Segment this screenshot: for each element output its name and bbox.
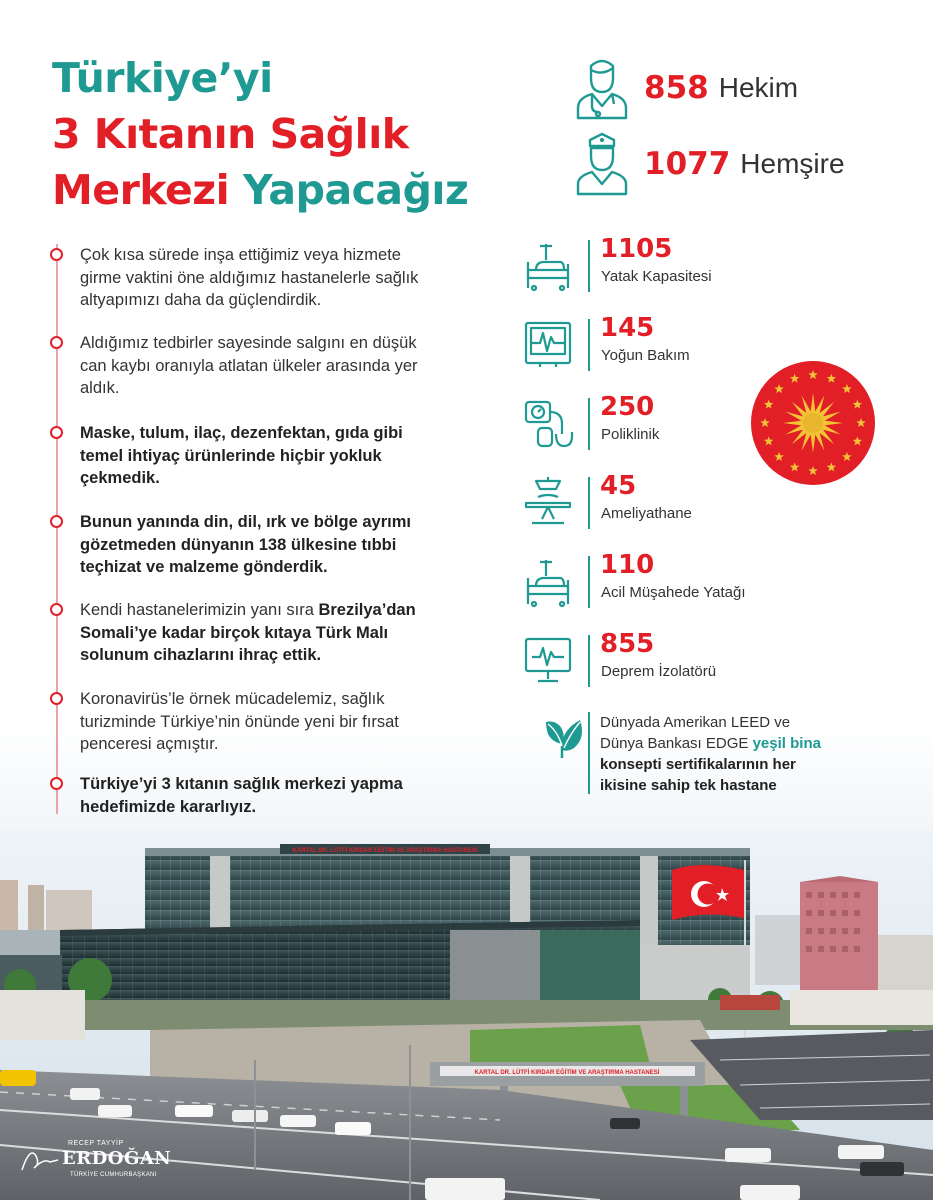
stat-divider bbox=[588, 319, 590, 371]
timeline-text bbox=[80, 688, 425, 756]
leed-divider bbox=[588, 712, 590, 794]
timeline-text bbox=[80, 599, 425, 667]
timeline-text-part: Aldığımız tedbirler sayesinde salgını en düşük can kaybı oranıyla atlatan ülkeler arasında yer aldık. bbox=[80, 334, 418, 397]
stat-nurses bbox=[574, 132, 845, 196]
facility-stat-label: Acil Müşahede Yatağı bbox=[601, 584, 746, 601]
facility-stat-label: Ameliyathane bbox=[601, 505, 692, 522]
facility-stat-label: Poliklinik bbox=[601, 426, 660, 443]
leed-line-4: ikisine sahip tek hastane bbox=[600, 777, 777, 794]
timeline-text-part: Türkiye’yi 3 kıtanın sağlık merkezi yapma hedefimizde kararlıyız. bbox=[80, 775, 403, 816]
stat-nurses-label: Hemşire bbox=[740, 148, 845, 179]
leaf-icon bbox=[540, 712, 588, 760]
stat-divider bbox=[588, 556, 590, 608]
leed-line-3: konsepti sertifikalarının her bbox=[600, 756, 796, 773]
timeline-dot bbox=[50, 336, 63, 349]
facility-stat-value: 855 bbox=[600, 629, 655, 659]
timeline-dot bbox=[50, 515, 63, 528]
timeline-text bbox=[80, 422, 425, 490]
timeline-text bbox=[80, 773, 425, 818]
timeline-dot bbox=[50, 692, 63, 705]
title-line-1: Türkiye’yi bbox=[52, 54, 273, 102]
timeline-dot bbox=[50, 426, 63, 439]
timeline-text bbox=[80, 332, 425, 400]
hospital-roof-sign: KARTAL DR. LÜTFİ KIRDAR EĞİTİM VE ARAŞTIRMA HASTANESİ bbox=[292, 848, 478, 854]
timeline-text-part: Maske, tulum, ilaç, dezenfektan, gıda gibi temel ihtiyaç ürünlerinde hiçbir yokluk çekmedik. bbox=[80, 424, 403, 487]
timeline-text-part: Çok kısa sürede inşa ettiğimiz veya hizmete girme vaktini öne aldığımız hastanelerle sağlık altyapımızı daha da güçlendirdik. bbox=[80, 246, 419, 309]
leed-line-2: Dünya Bankası EDGE bbox=[600, 735, 753, 752]
operating-table-icon bbox=[522, 477, 574, 529]
hospital-gate-sign: KARTAL DR. LÜTFİ KIRDAR EĞİTİM VE ARAŞTIRMA HASTANESİ bbox=[474, 1070, 660, 1076]
facility-stat-value: 1105 bbox=[600, 234, 673, 264]
hospital-bed-icon bbox=[522, 240, 574, 292]
stat-doctors-label: Hekim bbox=[718, 72, 799, 103]
signature-logo bbox=[20, 1140, 172, 1190]
stat-doctors-value: 858 bbox=[644, 70, 709, 106]
facility-stat-value: 145 bbox=[600, 313, 655, 343]
timeline-text bbox=[80, 244, 425, 312]
timeline-text-part: Koronavirüs’le örnek mücadelemiz, sağlık turizminde Türkiye’nin önünde yeni bir fırsat penceresi açmıştır. bbox=[80, 690, 399, 753]
timeline-dot bbox=[50, 777, 63, 790]
title-line-3-teal: Yapacağız bbox=[243, 166, 469, 214]
hospital-bed-icon bbox=[522, 556, 574, 608]
monitor-icon bbox=[522, 635, 574, 687]
timeline-dot bbox=[50, 603, 63, 616]
doctor-icon bbox=[574, 56, 630, 120]
nurse-icon bbox=[574, 132, 630, 196]
presidential-seal-icon bbox=[750, 360, 876, 486]
facility-stat-label: Yoğun Bakım bbox=[601, 347, 690, 364]
leed-text bbox=[600, 712, 870, 796]
stat-doctors bbox=[574, 56, 798, 120]
stat-divider bbox=[588, 635, 590, 687]
facility-stat-label: Deprem İzolatörü bbox=[601, 663, 717, 680]
leed-certification bbox=[540, 712, 860, 796]
facility-stat-value: 110 bbox=[600, 550, 655, 580]
signature-title: TÜRKİYE CUMHURBAŞKANI bbox=[70, 1172, 157, 1178]
timeline-dot bbox=[50, 248, 63, 261]
title-line-3-red: Merkezi bbox=[52, 166, 230, 214]
stat-divider bbox=[588, 240, 590, 292]
stat-divider bbox=[588, 477, 590, 529]
facility-stat-label: Yatak Kapasitesi bbox=[601, 268, 712, 285]
signature-firstname: RECEP TAYYİP bbox=[68, 1140, 124, 1147]
timeline-text-part: Kendi hastanelerimizin yanı sıra bbox=[80, 601, 319, 619]
signature-lastname: ERDOĞAN bbox=[62, 1148, 172, 1169]
blood-pressure-icon bbox=[522, 398, 574, 450]
heart-monitor-icon bbox=[522, 319, 574, 371]
leed-line-1: Dünyada Amerikan LEED ve bbox=[600, 714, 791, 731]
facility-stat-value: 45 bbox=[600, 471, 637, 501]
facility-stat-value: 250 bbox=[600, 392, 655, 422]
timeline-text-part: Bunun yanında din, dil, ırk ve bölge ayrımı gözetmeden dünyanın 138 ülkesine tıbbi teçhizat ve malzeme gönderdik. bbox=[80, 513, 411, 576]
timeline-line bbox=[56, 244, 58, 814]
signature-icon bbox=[20, 1144, 60, 1174]
leed-green-building: yeşil bina bbox=[752, 735, 821, 752]
stat-divider bbox=[588, 398, 590, 450]
title-line-2: 3 Kıtanın Sağlık bbox=[52, 110, 409, 158]
page-title bbox=[52, 50, 532, 218]
timeline-text-part: Brezilya’dan Somali’ye kadar birçok kıtaya Türk Malı solunum cihazlarını ihraç ettik. bbox=[80, 601, 416, 664]
timeline-text bbox=[80, 511, 425, 579]
stat-nurses-value: 1077 bbox=[644, 146, 731, 182]
